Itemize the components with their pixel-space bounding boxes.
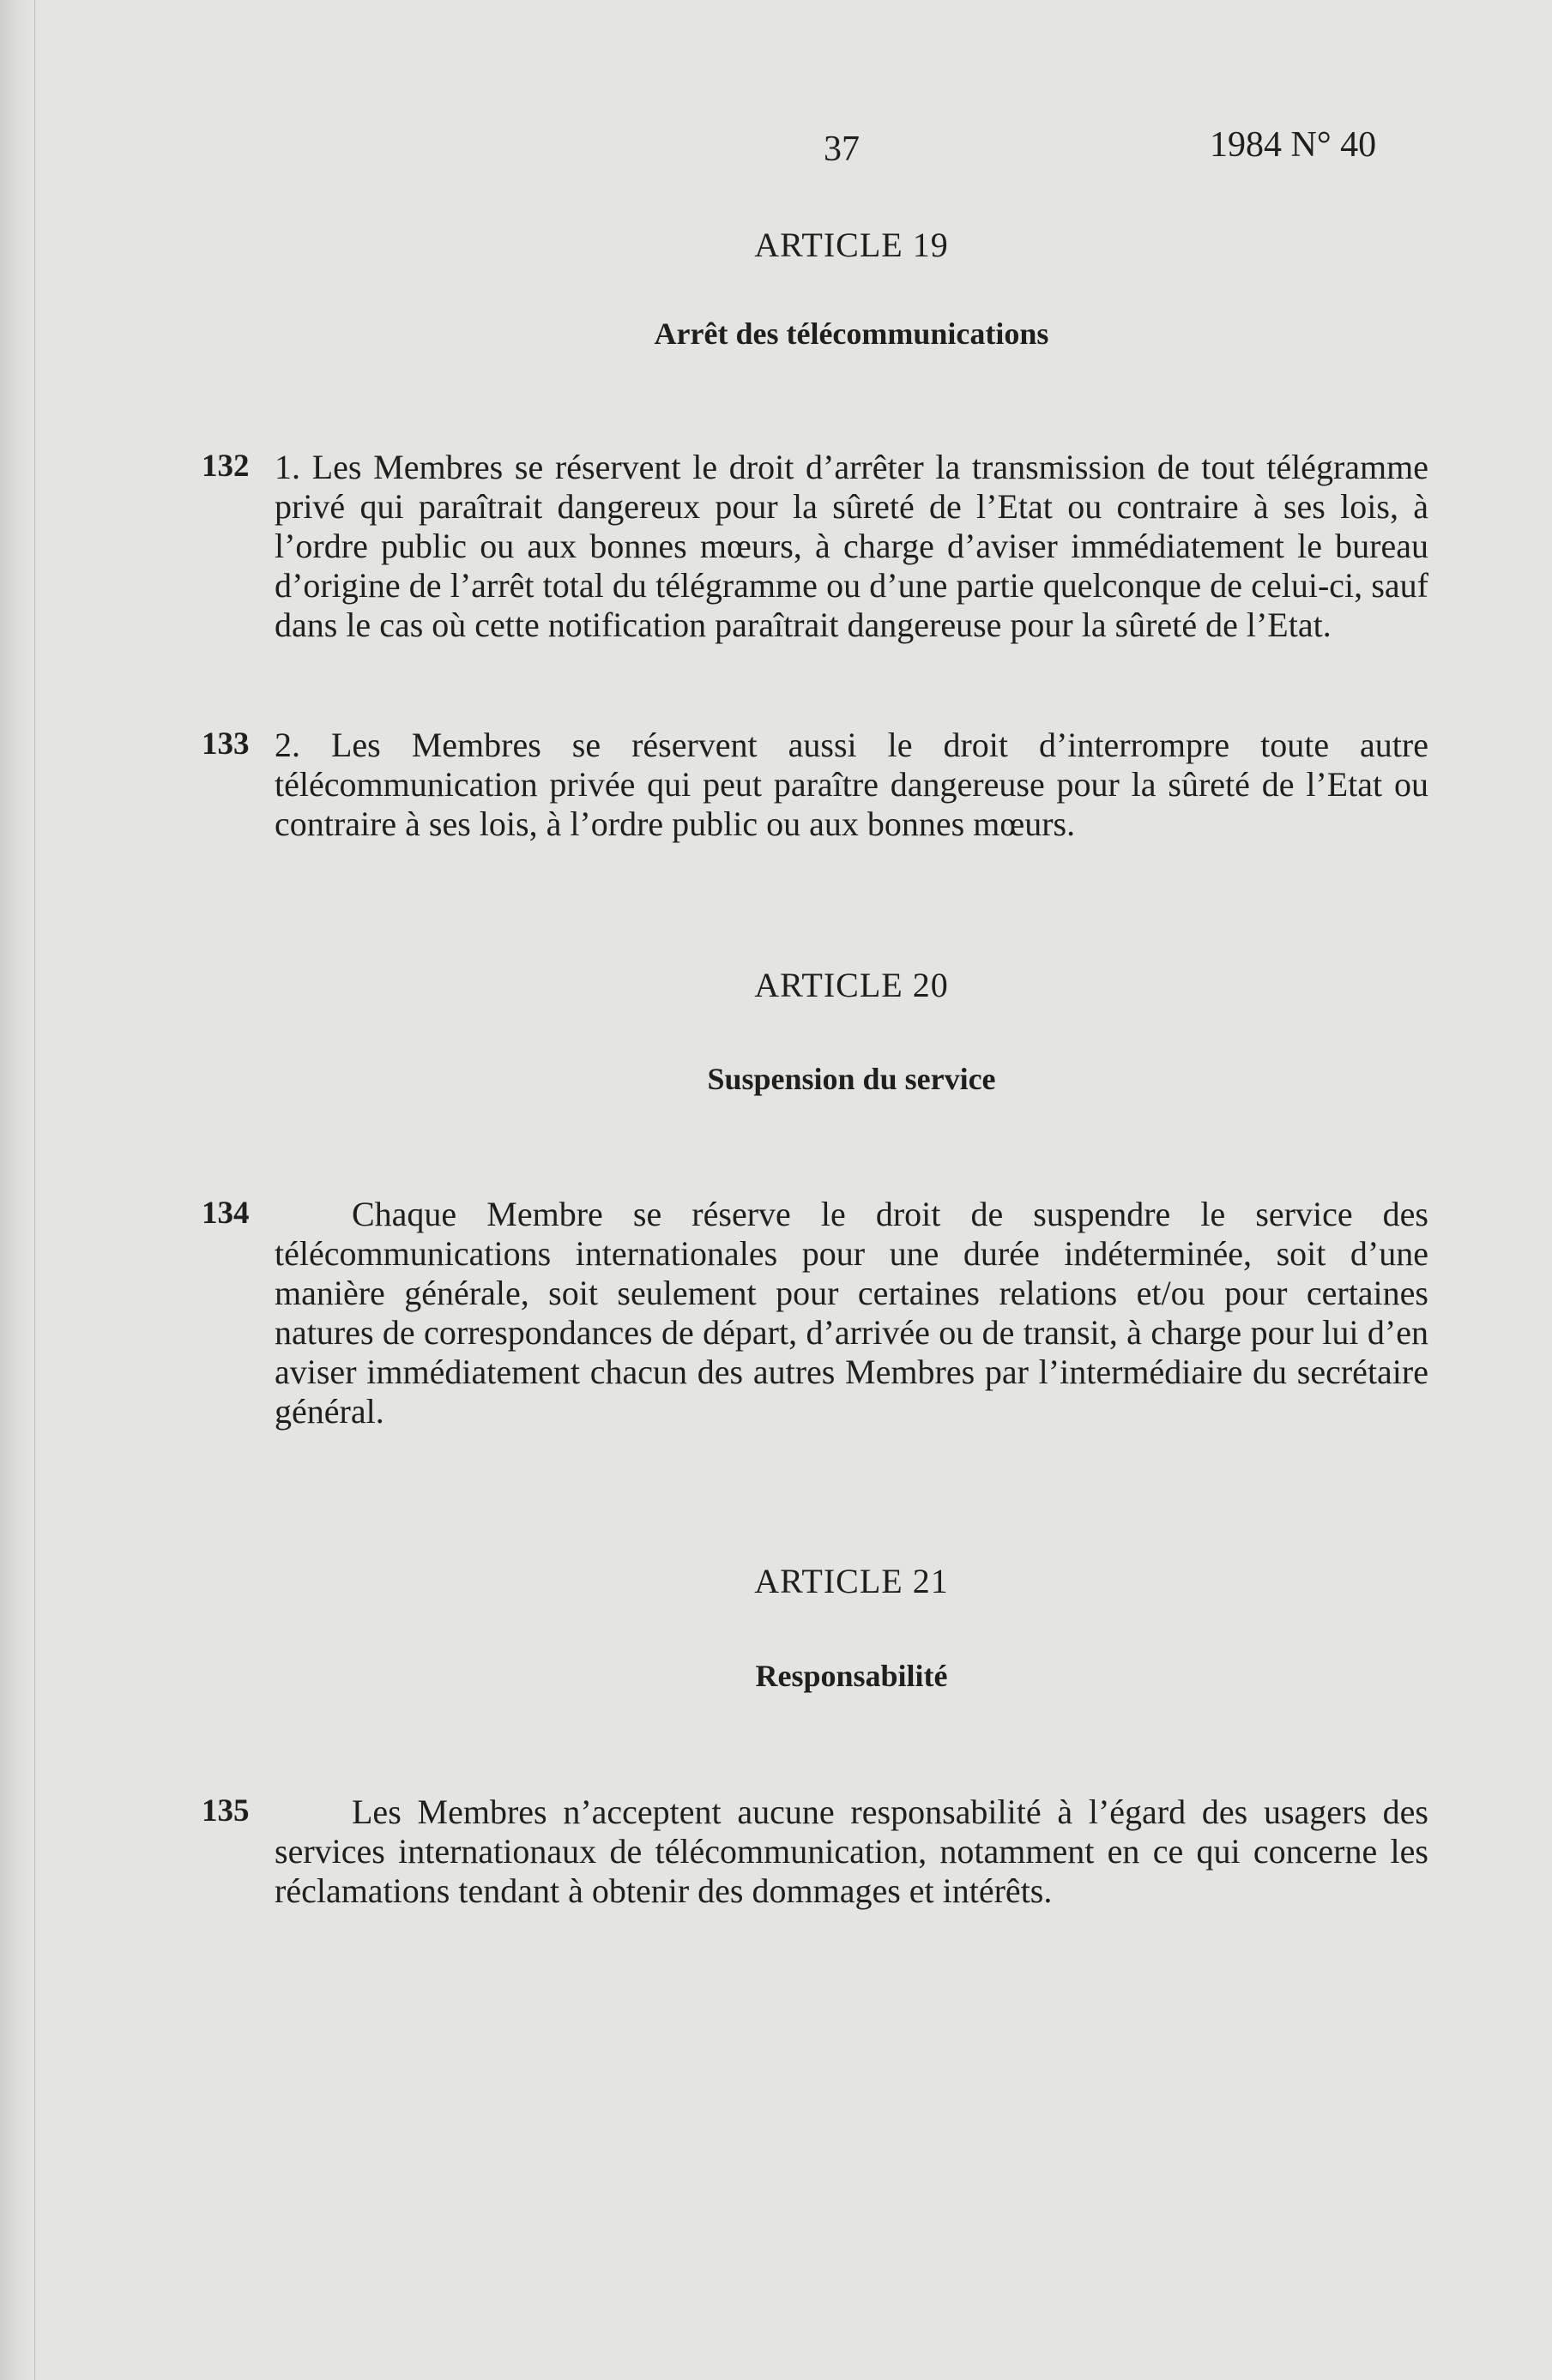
paragraph-text: Les Membres n’acceptent aucune responsabilité à l’égard des usagers des services internationaux de télécommunication, notamment en ce qui concerne les réclamations tendant à obtenir des dommages et intérêts. [275, 1793, 1428, 1910]
paragraph-number: 134 [202, 1196, 250, 1231]
paragraph-133 [202, 726, 1428, 844]
article-20-heading: ARTICLE 20 [754, 966, 949, 1004]
article-19-subheading: Arrêt des télécommunications [654, 316, 1049, 351]
paragraph-text: Chaque Membre se réserve le droit de suspendre le service des télécommunications internationales pour une durée indéterminée, soit d’une manière générale, soit seulement pour certaines relations et/ou pour certaines natures de correspondances de départ, d’arrivée ou de transit, à charge pour lui d’en aviser immédiatement chacun des autres Membres par l’intermédiaire du secrétaire général. [275, 1195, 1428, 1431]
paragraph-number: 133 [202, 726, 250, 762]
year-number: 1984 N° 40 [1210, 125, 1377, 165]
paragraph-text: 2. Les Membres se réservent aussi le droit d’interrompre toute autre télécommunication privée qui peut paraître dangereuse pour la sûreté de l’Etat ou contraire à ses lois, à l’ordre public ou aux bonnes mœurs. [275, 726, 1428, 843]
paragraph-number: 132 [202, 449, 250, 484]
book-spine-shadow [0, 0, 35, 2380]
article-21-subheading: Responsabilité [755, 1659, 948, 1693]
paragraph-134 [202, 1195, 1428, 1431]
page-content [202, 0, 1428, 2380]
article-20-subheading: Suspension du service [707, 1062, 996, 1096]
paragraph-135 [202, 1793, 1428, 1911]
article-19-heading: ARTICLE 19 [754, 226, 949, 264]
paragraph-132 [202, 448, 1428, 645]
paragraph-text: 1. Les Membres se réservent le droit d’arrêter la transmission de tout télégramme privé qui paraîtrait dangereux pour la sûreté de l’Etat ou contraire à ses lois, à l’ordre public ou aux bonnes mœurs, à charge d’aviser immédiatement le bureau d’origine de l’arrêt total du télégramme ou d’une partie quelconque de celui-ci, sauf dans le cas où cette notification paraîtrait dangereuse pour la sûreté de l’Etat. [275, 448, 1428, 644]
paragraph-number: 135 [202, 1793, 250, 1829]
article-21-heading: ARTICLE 21 [754, 1562, 949, 1600]
page-number: 37 [824, 130, 860, 169]
